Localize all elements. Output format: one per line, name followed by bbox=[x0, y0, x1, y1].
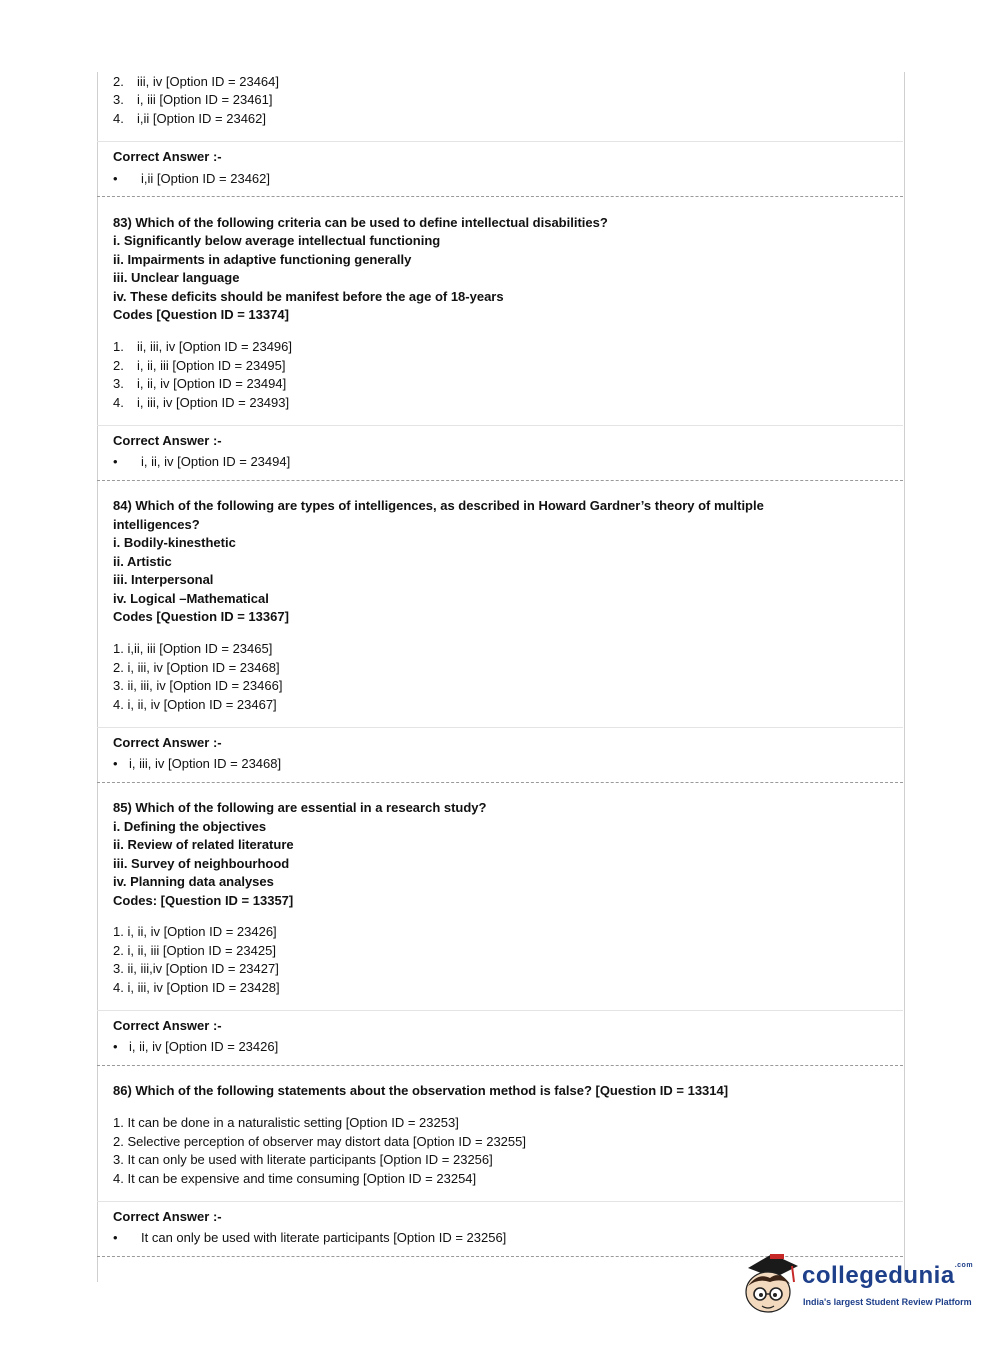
question-83-title: 83) Which of the following criteria can be used to define intellectual disabilities? bbox=[113, 215, 608, 230]
question-separator bbox=[97, 480, 903, 481]
question-85-item: i. Defining the objectives bbox=[113, 819, 267, 834]
question-85-item: ii. Review of related literature bbox=[113, 837, 294, 852]
correct-answer-label-82: Correct Answer :- bbox=[113, 149, 222, 164]
question-85-item: iii. Survey of neighbourhood bbox=[113, 856, 290, 871]
option-84-2: 2. i, iii, iv [Option ID = 23468] bbox=[113, 660, 280, 675]
option-85-4: 4. i, iii, iv [Option ID = 23428] bbox=[113, 980, 280, 995]
question-84-title: 84) Which of the following are types of intelligences, as described in Howard Gardner’s theory of multiple bbox=[113, 498, 764, 513]
correct-answer-84: • i, iii, iv [Option ID = 23468] bbox=[113, 756, 282, 771]
option-83-4: 4. i, iii, iv [Option ID = 23493] bbox=[113, 395, 290, 410]
question-83-item: iii. Unclear language bbox=[113, 270, 240, 285]
option-82-2: 2. iii, iv [Option ID = 23464] bbox=[113, 74, 279, 89]
correct-answer-86: • It can only be used with literate participants [Option ID = 23256] bbox=[113, 1230, 507, 1245]
option-84-3: 3. ii, iii, iv [Option ID = 23466] bbox=[113, 678, 283, 693]
option-86-2: 2. Selective perception of observer may distort data [Option ID = 23255] bbox=[113, 1134, 526, 1149]
option-82-3: 3. i, iii [Option ID = 23461] bbox=[113, 92, 273, 107]
divider bbox=[97, 425, 903, 426]
option-86-3: 3. It can only be used with literate participants [Option ID = 23256] bbox=[113, 1152, 493, 1167]
logo-suffix: .com bbox=[954, 1262, 974, 1269]
option-86-4: 4. It can be expensive and time consuming [Option ID = 23254] bbox=[113, 1171, 477, 1186]
collegedunia-logo-text[interactable]: collegedunia$^{.com}$ bbox=[802, 1262, 974, 1289]
correct-answer-83: • i, ii, iv [Option ID = 23494] bbox=[113, 454, 291, 469]
correct-answer-82: • i,ii [Option ID = 23462] bbox=[113, 171, 270, 186]
question-84-item: i. Bodily-kinesthetic bbox=[113, 535, 236, 550]
correct-answer-label-84: Correct Answer :- bbox=[113, 735, 222, 750]
question-83-item: ii. Impairments in adaptive functioning generally bbox=[113, 252, 412, 267]
correct-answer-label-83: Correct Answer :- bbox=[113, 433, 222, 448]
divider bbox=[97, 1010, 903, 1011]
correct-answer-label-86: Correct Answer :- bbox=[113, 1209, 222, 1224]
question-85-item: iv. Planning data analyses bbox=[113, 874, 274, 889]
question-separator bbox=[97, 1065, 903, 1066]
option-85-3: 3. ii, iii,iv [Option ID = 23427] bbox=[113, 961, 279, 976]
question-separator bbox=[97, 782, 903, 783]
question-84-item: iii. Interpersonal bbox=[113, 572, 214, 587]
question-83-codes: Codes [Question ID = 13374] bbox=[113, 307, 289, 322]
question-84-codes: Codes [Question ID = 13367] bbox=[113, 609, 289, 624]
option-85-2: 2. i, ii, iii [Option ID = 23425] bbox=[113, 943, 276, 958]
option-83-3: 3. i, ii, iv [Option ID = 23494] bbox=[113, 376, 287, 391]
question-85-title: 85) Which of the following are essential in a research study? bbox=[113, 800, 487, 815]
divider bbox=[97, 1201, 903, 1202]
divider bbox=[97, 141, 903, 142]
logo-tagline: India's largest Student Review Platform bbox=[803, 1297, 972, 1307]
option-86-1: 1. It can be done in a naturalistic setting [Option ID = 23253] bbox=[113, 1115, 459, 1130]
correct-answer-label-85: Correct Answer :- bbox=[113, 1018, 222, 1033]
option-83-1: 1. ii, iii, iv [Option ID = 23496] bbox=[113, 339, 292, 354]
correct-answer-85: • i, ii, iv [Option ID = 23426] bbox=[113, 1039, 279, 1054]
question-86-title: 86) Which of the following statements about the observation method is false? [Question ID = 13314] bbox=[113, 1083, 729, 1098]
question-separator bbox=[97, 196, 903, 197]
question-85-codes: Codes: [Question ID = 13357] bbox=[113, 893, 294, 908]
question-83-item: iv. These deficits should be manifest before the age of 18-years bbox=[113, 289, 504, 304]
option-82-4: 4. i,ii [Option ID = 23462] bbox=[113, 111, 266, 126]
question-83-item: i. Significantly below average intellectual functioning bbox=[113, 233, 441, 248]
question-84-title-cont: intelligences? bbox=[113, 517, 200, 532]
question-84-item: iv. Logical –Mathematical bbox=[113, 591, 269, 606]
option-85-1: 1. i, ii, iv [Option ID = 23426] bbox=[113, 924, 277, 939]
option-84-1: 1. i,ii, iii [Option ID = 23465] bbox=[113, 641, 273, 656]
divider bbox=[97, 727, 903, 728]
option-83-2: 2. i, ii, iii [Option ID = 23495] bbox=[113, 358, 286, 373]
question-84-item: ii. Artistic bbox=[113, 554, 172, 569]
option-84-4: 4. i, ii, iv [Option ID = 23467] bbox=[113, 697, 277, 712]
